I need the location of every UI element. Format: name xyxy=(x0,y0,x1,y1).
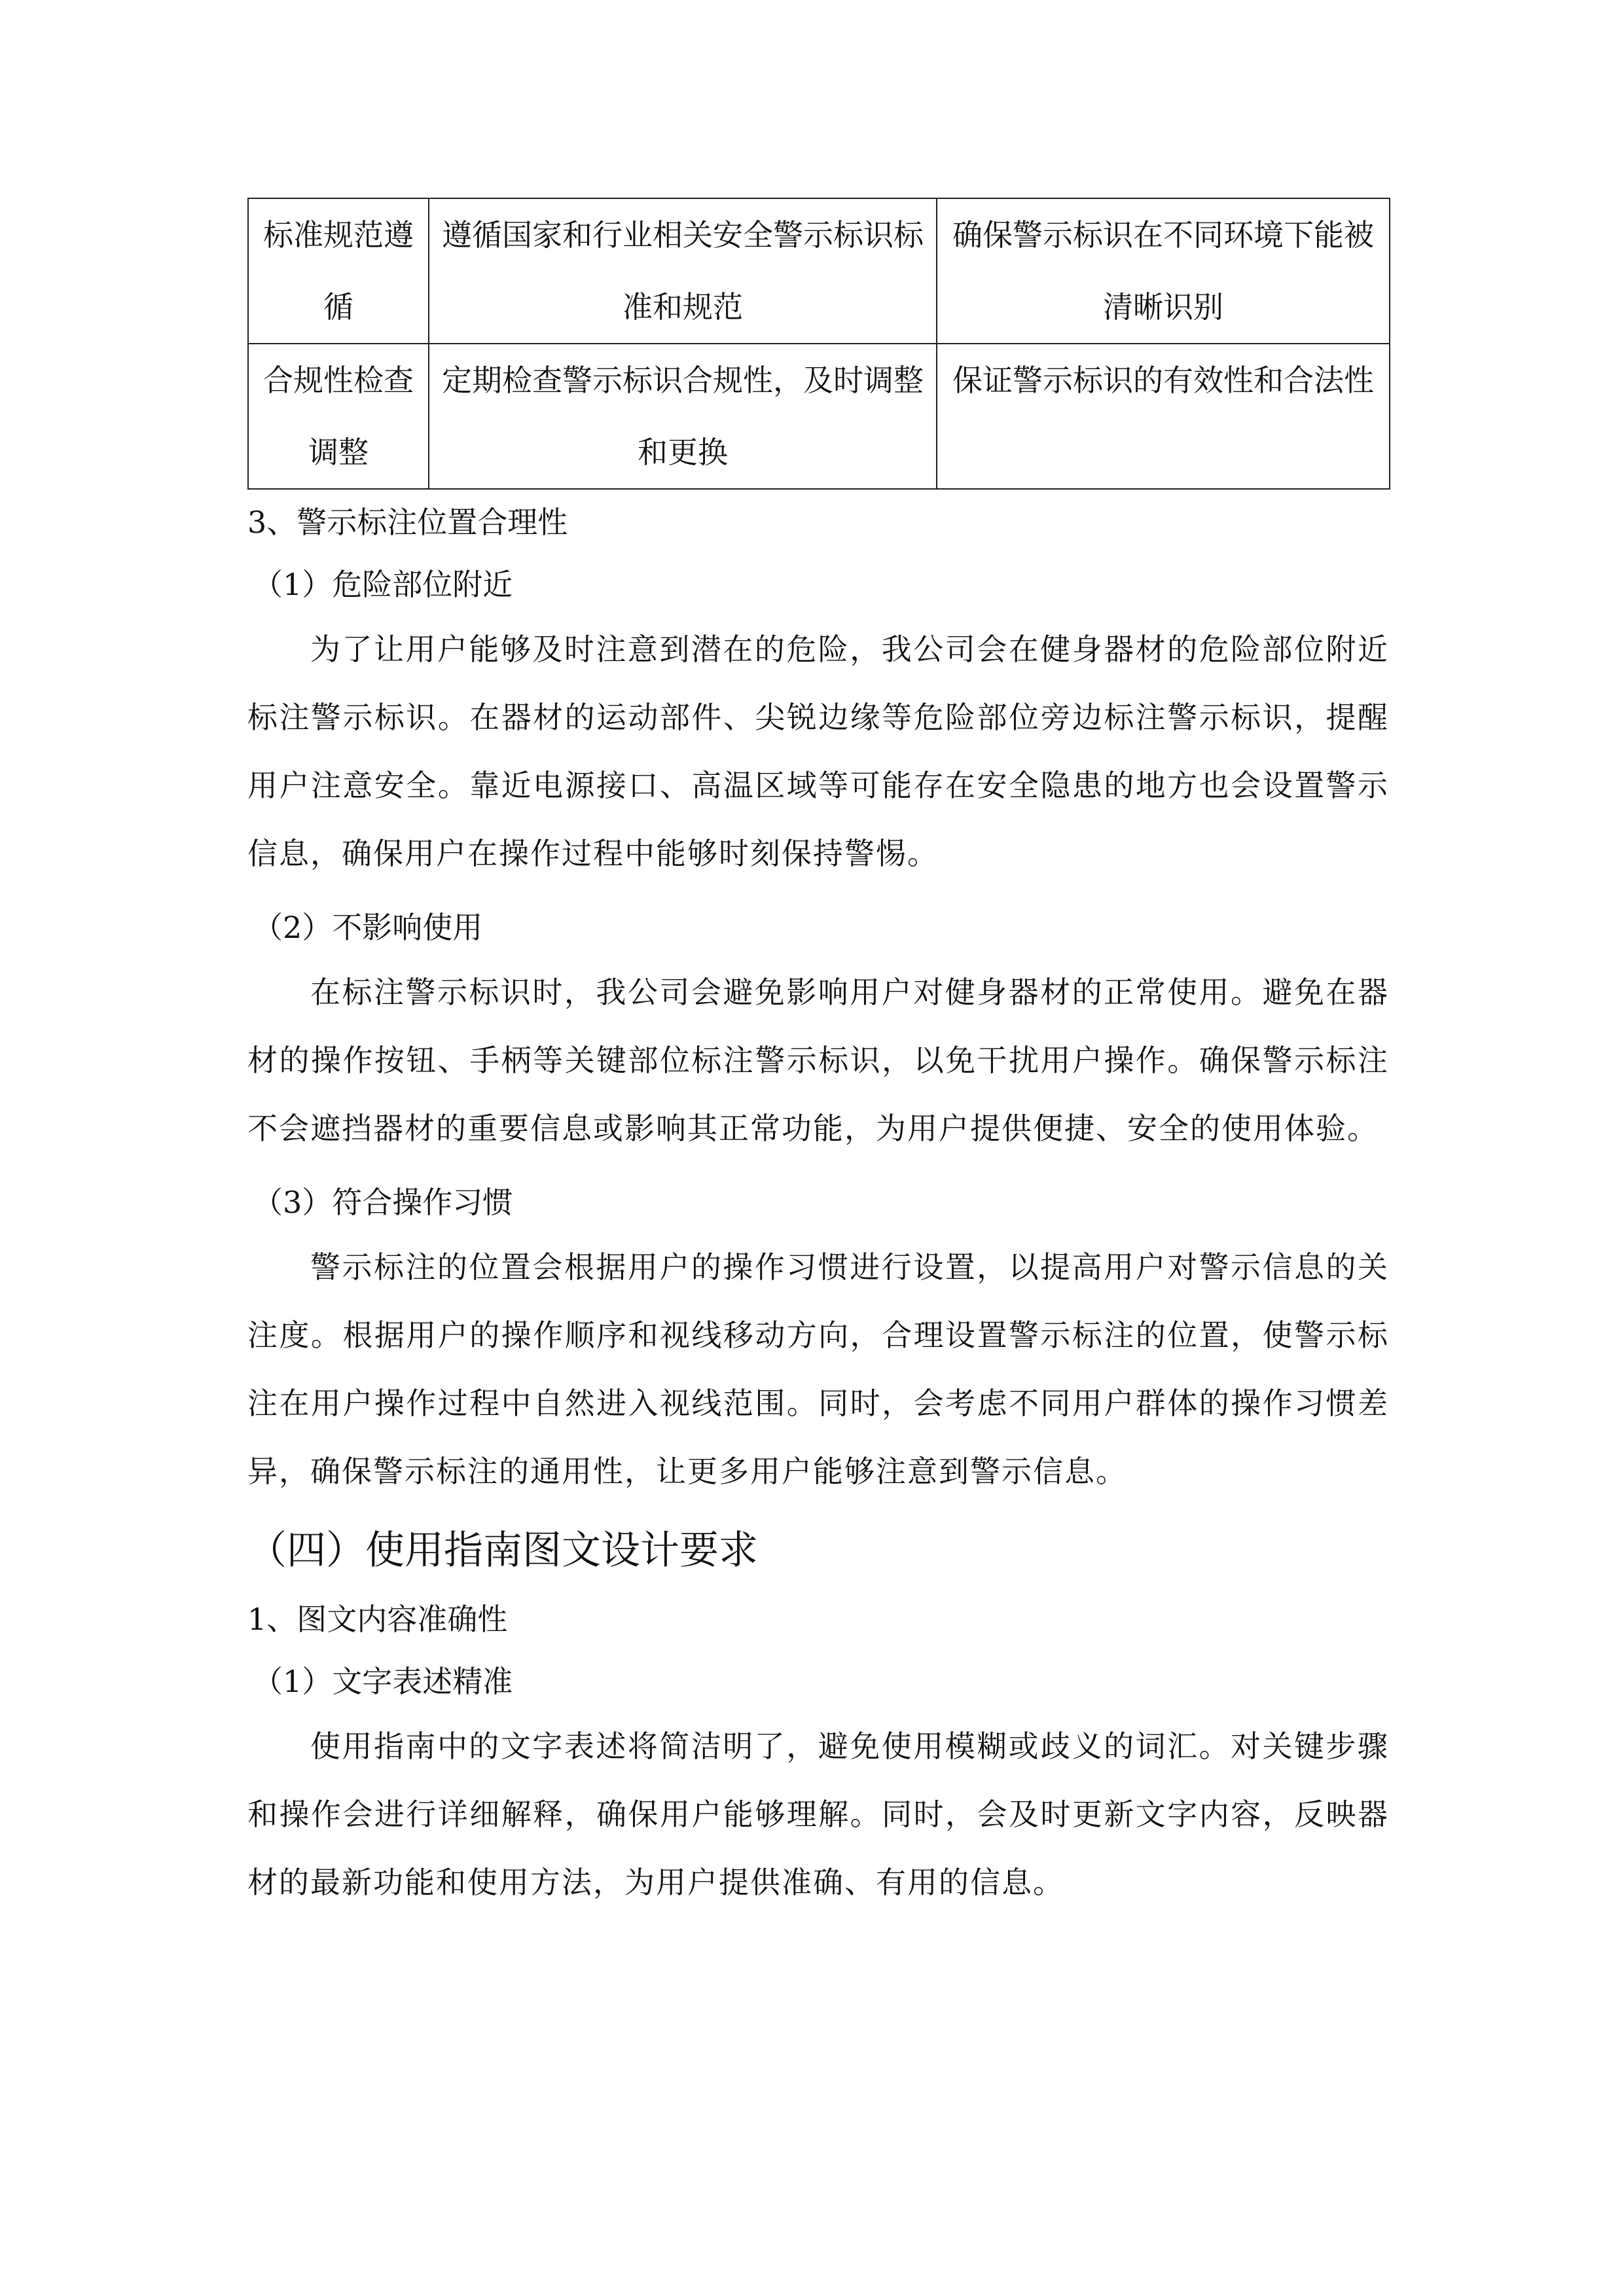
document-page xyxy=(247,198,1389,1926)
body-paragraph: 为了让用户能够及时注意到潜在的危险，我公司会在健身器材的危险部位附近标注警示标识。在器材的运动部件、尖锐边缘等危险部位旁边标注警示标识，提醒用户注意安全。靠近电源接口、高温区域等可能存在安全隐患的地方也会设置警示信息，确保用户在操作过程中能够时刻保持警惕。 xyxy=(247,632,1389,871)
body-paragraph: 在标注警示标识时，我公司会避免影响用户对健身器材的正常使用。避免在器材的操作按钮、手柄等关键部位标注警示标识，以免干扰用户操作。确保警示标注不会遮挡器材的重要信息或影响其正常功能，为用户提供便捷、安全的使用体验。 xyxy=(247,975,1389,1146)
table-cell-measure: 定期检查警示标识合规性，及时调整和更换 xyxy=(429,344,937,489)
body-paragraph: 警示标注的位置会根据用户的操作习惯进行设置，以提高用户对警示信息的关注度。根据用户的操作顺序和视线移动方向，合理设置警示标注的位置，使警示标注在用户操作过程中自然进入视线范围。同时，会考虑不同用户群体的操作习惯差异，确保警示标注的通用性，让更多用户能够注意到警示信息。 xyxy=(247,1249,1389,1489)
table-cell-goal: 确保警示标识在不同环境下能被清晰识别 xyxy=(937,198,1390,344)
subsection-heading: （3）符合操作习惯 xyxy=(253,1185,513,1220)
table-row xyxy=(248,198,1390,344)
section-heading: 1、图文内容准确性 xyxy=(247,1602,508,1637)
chapter-heading: （四）使用指南图文设计要求 xyxy=(247,1528,758,1573)
subsection-heading: （2）不影响使用 xyxy=(253,910,483,945)
body-paragraph: 使用指南中的文字表述将简洁明了，避免使用模糊或歧义的词汇。对关键步骤和操作会进行详细解释，确保用户能够理解。同时，会及时更新文字内容，反映器材的最新功能和使用方法，为用户提供准确、有用的信息。 xyxy=(247,1729,1389,1900)
subsection-heading: （1）危险部位附近 xyxy=(253,567,513,602)
subsection-heading: （1）文字表述精准 xyxy=(253,1664,513,1699)
table-cell-goal: 保证警示标识的有效性和合法性 xyxy=(937,344,1390,489)
warning-standards-table xyxy=(247,198,1390,490)
table-cell-item: 合规性检查调整 xyxy=(248,344,429,489)
section-heading: 3、警示标注位置合理性 xyxy=(247,505,568,540)
table-cell-measure: 遵循国家和行业相关安全警示标识标准和规范 xyxy=(429,198,937,344)
table-cell-item: 标准规范遵循 xyxy=(248,198,429,344)
table-row xyxy=(248,344,1390,489)
